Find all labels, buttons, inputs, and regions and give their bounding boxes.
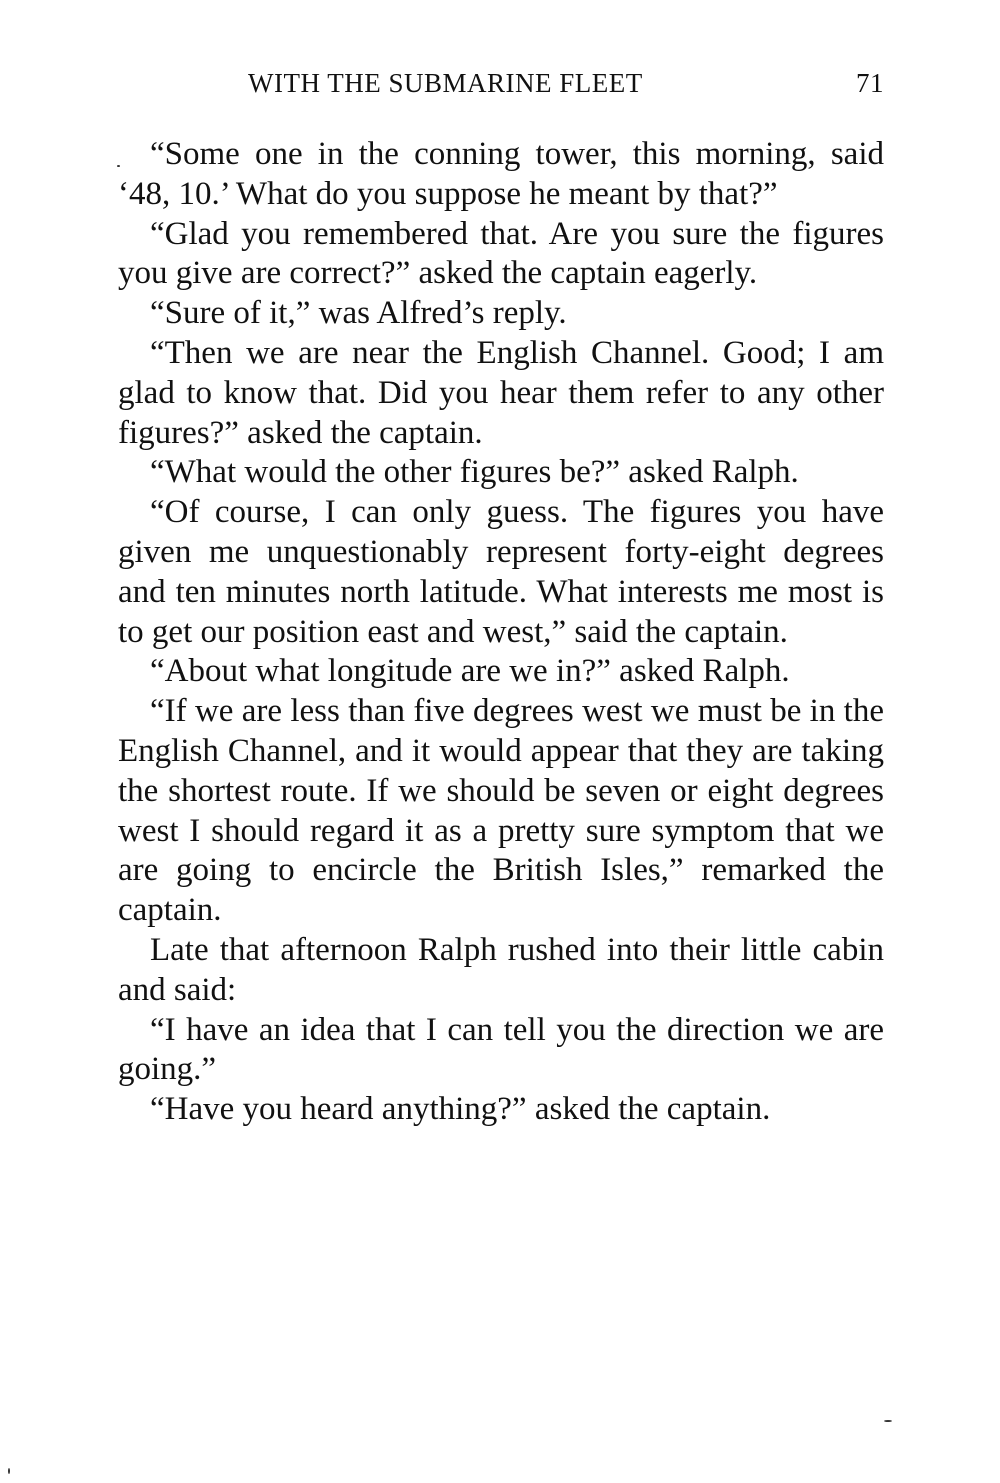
paragraph: “Some one in the conning tower, this morning, said ‘48, 10.’ What do you suppose he meant by that?” [118,136,884,212]
paragraph: “Of course, I can only guess. The figures you have given me unquestionably represent forty-eight degrees and ten minutes north latitude. What interests me most is to get our position east and west,” said the captain. [118,494,884,650]
paragraph: “What would the other figures be?” asked Ralph. [150,454,799,491]
paragraph: “About what longitude are we in?” asked Ralph. [150,653,790,690]
paragraph: “Then we are near the English Channel. Good; I am glad to know that. Did you hear them refer to any other figures?” asked the captain. [118,334,884,451]
paragraph: “I have an idea that I can tell you the direction we are going.” [118,1011,884,1088]
paragraph: “Have you heard anything?” asked the captain. [150,1091,771,1128]
running-title: WITH THE SUBMARINE FLEET [248,68,643,98]
page-number: 71 [856,68,884,98]
running-head [118,68,884,108]
paragraph: “Sure of it,” was Alfred’s reply. [150,295,567,332]
paragraph: “If we are less than five degrees west we must be in the English Channel, and it would appear that they are taking the shortest route. If we should be seven or eight degrees west I should regard it as a pretty sure symptom that we are going to encircle the British Isles,” remarked the captain. [118,693,884,929]
print-speck [117,165,120,167]
paragraph: Late that afternoon Ralph rushed into their little cabin and said: [118,931,884,1008]
print-speck [884,1420,892,1422]
body-text [118,135,884,1130]
print-speck [8,1468,10,1474]
paragraph: “Glad you remembered that. Are you sure the figures you give are correct?” asked the captain eagerly. [118,215,884,292]
